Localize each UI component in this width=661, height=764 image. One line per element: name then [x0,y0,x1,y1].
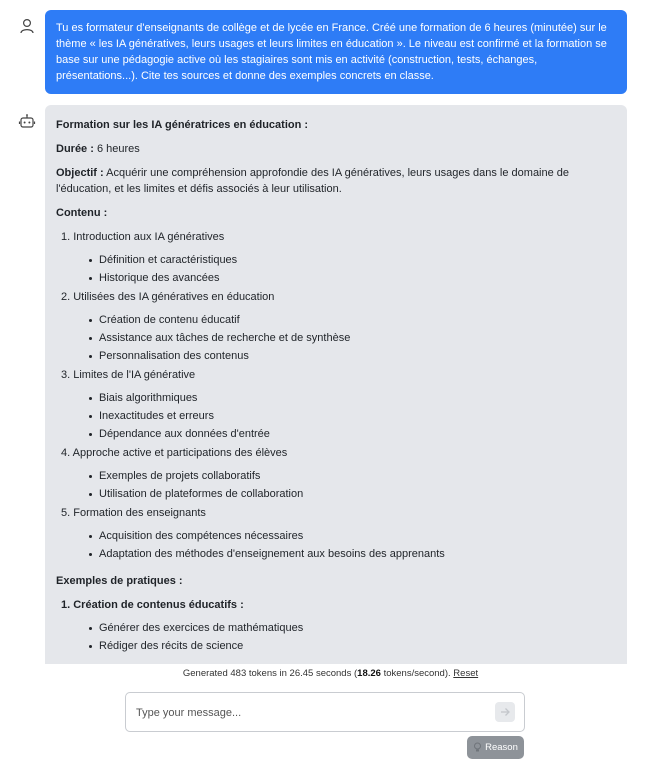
user-message-bubble [45,10,627,94]
lightbulb-icon [473,742,482,753]
content-section-items [56,305,616,367]
example-section-title: 1. Création de contenus éducatifs : [61,599,244,611]
duration-line [56,141,616,157]
objective-line [56,165,616,197]
assistant-message-bubble [45,105,627,664]
message-input[interactable] [134,702,478,724]
content-section-items [56,521,616,565]
list-item: Dépendance aux données d'entrée [56,425,616,443]
reset-link[interactable]: Reset [453,668,479,679]
content-section [56,289,616,367]
list-item: Biais algorithmiques [56,389,616,407]
bot-icon [18,113,36,131]
user-icon [18,17,36,35]
arrow-right-icon [499,706,511,718]
status-rate: 18.26 [357,668,381,679]
content-section [56,505,616,565]
examples-list [56,597,616,657]
list-item: Adaptation des méthodes d'enseignement aux besoins des apprenants [56,545,616,563]
content-section [56,367,616,445]
content-section [56,229,616,289]
list-item: Personnalisation des contenus [56,347,616,365]
list-item: Utilisation de plateformes de collaboration [56,485,616,503]
example-section-items [56,613,616,657]
examples-label: Exemples de pratiques : [56,575,183,587]
content-section-items [56,461,616,505]
content-section-title: 1. Introduction aux IA génératives [61,231,225,243]
content-section-title: 3. Limites de l'IA générative [61,369,196,381]
content-section-title: 2. Utilisées des IA génératives en éducation [61,291,275,303]
objective-value: Acquérir une compréhension approfondie des IA génératives, leurs usages dans le domaine de l'éducation, et les limites et défis associés à leur utilisation. [56,167,570,195]
list-item: Acquisition des compétences nécessaires [56,527,616,545]
list-item: Exemples de projets collaboratifs [56,467,616,485]
reason-label: Reason [485,742,518,753]
list-item: Inexactitudes et erreurs [56,407,616,425]
status-prefix: Generated 483 tokens in 26.45 seconds ( [182,668,358,679]
example-section [56,597,616,657]
list-item: Générer des exercices de mathématiques [56,619,616,637]
content-section-title: 5. Formation des enseignants [61,507,206,519]
user-message-text: Tu es formateur d'enseignants de collège et de lycée en France. Créé une formation de 6 heures (minutée) sur le thème « les IA génératives, leurs usages et leurs limites en éducation ». Le niveau est confirmé et la formation se base sur une pédagogie active où les stagiaires sont mis en activité (construction, tests, échanges, présentations...). Cite tes sources et donne des exemples concrets en classe. [56,22,607,82]
list-item: Assistance aux tâches de recherche et de synthèse [56,329,616,347]
list-item: Rédiger des récits de science [56,637,616,655]
duration-value: 6 heures [96,143,140,155]
objective-label: Objectif : [56,167,104,179]
content-section-items [56,383,616,445]
status-suffix: tokens/second). [380,668,451,679]
content-section-items [56,245,616,289]
list-item: Historique des avancées [56,269,616,287]
send-button[interactable] [495,702,515,722]
list-item: Définition et caractéristiques [56,251,616,269]
assistant-title: Formation sur les IA génératrices en éducation : [56,119,309,131]
content-section [56,445,616,505]
message-composer [125,692,525,732]
generation-status [0,668,661,679]
content-section-title: 4. Approche active et participations des élèves [61,447,288,459]
reason-button[interactable] [467,736,524,759]
content-list [56,229,616,565]
list-item: Création de contenu éducatif [56,311,616,329]
duration-label: Durée : [56,143,94,155]
content-label: Contenu : [56,207,108,219]
